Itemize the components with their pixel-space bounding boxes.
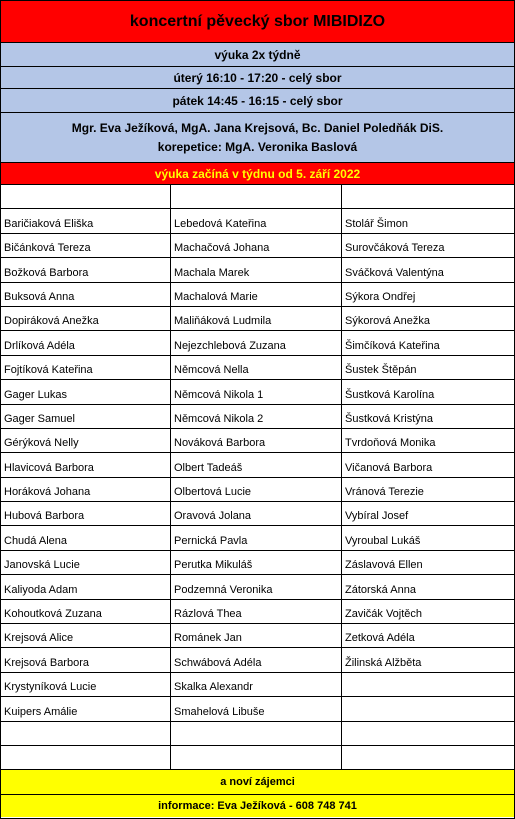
name-cell [1,746,171,769]
table-row [1,380,514,404]
table-row [1,185,514,209]
name-cell: Skalka Alexandr [171,673,342,696]
name-cell: Sýkorová Anežka [345,315,430,328]
table-row [1,453,514,477]
name-cell [342,722,514,745]
name-cell: Tvrdoňová Monika [345,437,436,450]
table-row [1,526,514,550]
table-row [1,478,514,502]
start-note: výuka začíná v týdnu od 5. září 2022 [1,163,514,185]
name-cell: Hubová Barbora [1,502,171,525]
new-members-note: a noví zájemci [1,770,514,795]
name-cell [171,746,342,769]
table-row [1,551,514,575]
name-cell: Smahelová Libuše [171,697,342,720]
name-cell: Románek Jan [171,624,342,647]
name-cell: Šustek Štěpán [345,364,417,377]
table-row [1,356,514,380]
name-cell: Podzemná Veronika [171,575,342,598]
table-row [1,673,514,697]
name-cell: Němcová Nikola 2 [171,405,342,428]
name-cell: Olbertová Lucie [171,478,342,501]
name-cell: Chudá Alena [1,526,171,549]
names-table [1,185,514,770]
table-row [1,283,514,307]
name-cell [342,673,514,696]
table-row [1,307,514,331]
name-cell: Buksová Anna [1,283,171,306]
name-cell: Žilinská Alžběta [345,656,422,669]
name-cell: Schwábová Adéla [171,648,342,671]
name-cell: Gager Lukas [1,380,171,403]
name-cell: Nejezchlebová Zuzana [171,331,342,354]
contact-info: informace: Eva Ježíková - 608 748 741 [1,795,514,817]
name-cell: Vičanová Barbora [345,461,433,474]
name-cell: Krejsová Barbora [1,648,171,671]
table-row [1,209,514,233]
name-cell: Fojtíková Kateřina [1,356,171,379]
name-cell: Olbert Tadeáš [171,453,342,476]
name-cell [1,722,171,745]
name-cell: Šustková Kristýna [345,412,434,425]
name-cell: Lebedová Kateřina [171,209,342,232]
name-cell: Baričiaková Eliška [1,209,171,232]
name-cell: Sváčková Valentýna [345,266,444,279]
name-cell: Janovská Lucie [1,551,171,574]
lesson-frequency: výuka 2x týdně [1,43,514,67]
table-row [1,405,514,429]
name-cell [342,185,514,208]
table-row [1,575,514,599]
name-cell: Surovčáková Tereza [345,242,445,255]
table-row [1,331,514,355]
name-cell: Machalová Marie [171,283,342,306]
name-cell: Zátorská Anna [345,583,416,596]
table-row [1,624,514,648]
table-row [1,258,514,282]
table-row [1,600,514,624]
name-cell: Šimčíková Kateřina [345,339,440,352]
table-row [1,502,514,526]
page-title: koncertní pěvecký sbor MIBIDIZO [1,1,514,43]
table-row [1,722,514,746]
tuesday-schedule: úterý 16:10 - 17:20 - celý sbor [1,67,514,89]
name-cell [1,185,171,208]
name-cell: Božková Barbora [1,258,171,281]
name-cell: Drlíková Adéla [1,331,171,354]
table-row [1,697,514,721]
name-cell: Hlavicová Barbora [1,453,171,476]
name-cell: Němcová Nikola 1 [171,380,342,403]
friday-schedule: pátek 14:45 - 16:15 - celý sbor [1,89,514,113]
name-cell: Zetková Adéla [345,632,415,645]
name-cell: Machačová Johana [171,234,342,257]
name-cell: Oravová Jolana [171,502,342,525]
name-cell: Vybíral Josef [345,510,409,523]
name-cell: Němcová Nella [171,356,342,379]
table-row [1,746,514,770]
name-cell: Bičánková Tereza [1,234,171,257]
table-row [1,429,514,453]
name-cell: Sýkora Ondřej [345,290,416,303]
name-cell: Perutka Mikuláš [171,551,342,574]
name-cell: Kuipers Amálie [1,697,171,720]
table-row [1,234,514,258]
name-cell: Krystyníková Lucie [1,673,171,696]
teachers-list: Mgr. Eva Ježíková, MgA. Jana Krejsová, Bc. Daniel Poledňák DiS. [71,120,444,135]
name-cell: Vránová Terezie [345,486,424,499]
name-cell [171,722,342,745]
name-cell: Dopiráková Anežka [1,307,171,330]
name-cell: Maliňáková Ludmila [171,307,342,330]
name-cell: Gérýková Nelly [1,429,171,452]
name-cell [171,185,342,208]
name-cell: Rázlová Thea [171,600,342,623]
name-cell: Záslavová Ellen [345,559,423,572]
name-cell: Machala Marek [171,258,342,281]
name-cell: Zavičák Vojtěch [345,608,423,621]
name-cell: Šustková Karolína [345,388,435,401]
name-cell: Kaliyoda Adam [1,575,171,598]
name-cell: Kohoutková Zuzana [1,600,171,623]
name-cell: Krejsová Alice [1,624,171,647]
name-cell: Nováková Barbora [171,429,342,452]
name-cell [342,697,514,720]
teachers-block [1,113,514,163]
name-cell [342,746,514,769]
name-cell: Stolář Šimon [345,217,408,230]
name-cell: Vyroubal Lukáš [345,534,421,547]
name-cell: Horáková Johana [1,478,171,501]
name-cell: Gager Samuel [1,405,171,428]
name-cell: Pernická Pavla [171,526,342,549]
accompanist: korepetice: MgA. Veronika Baslová [157,140,358,155]
table-row [1,648,514,672]
